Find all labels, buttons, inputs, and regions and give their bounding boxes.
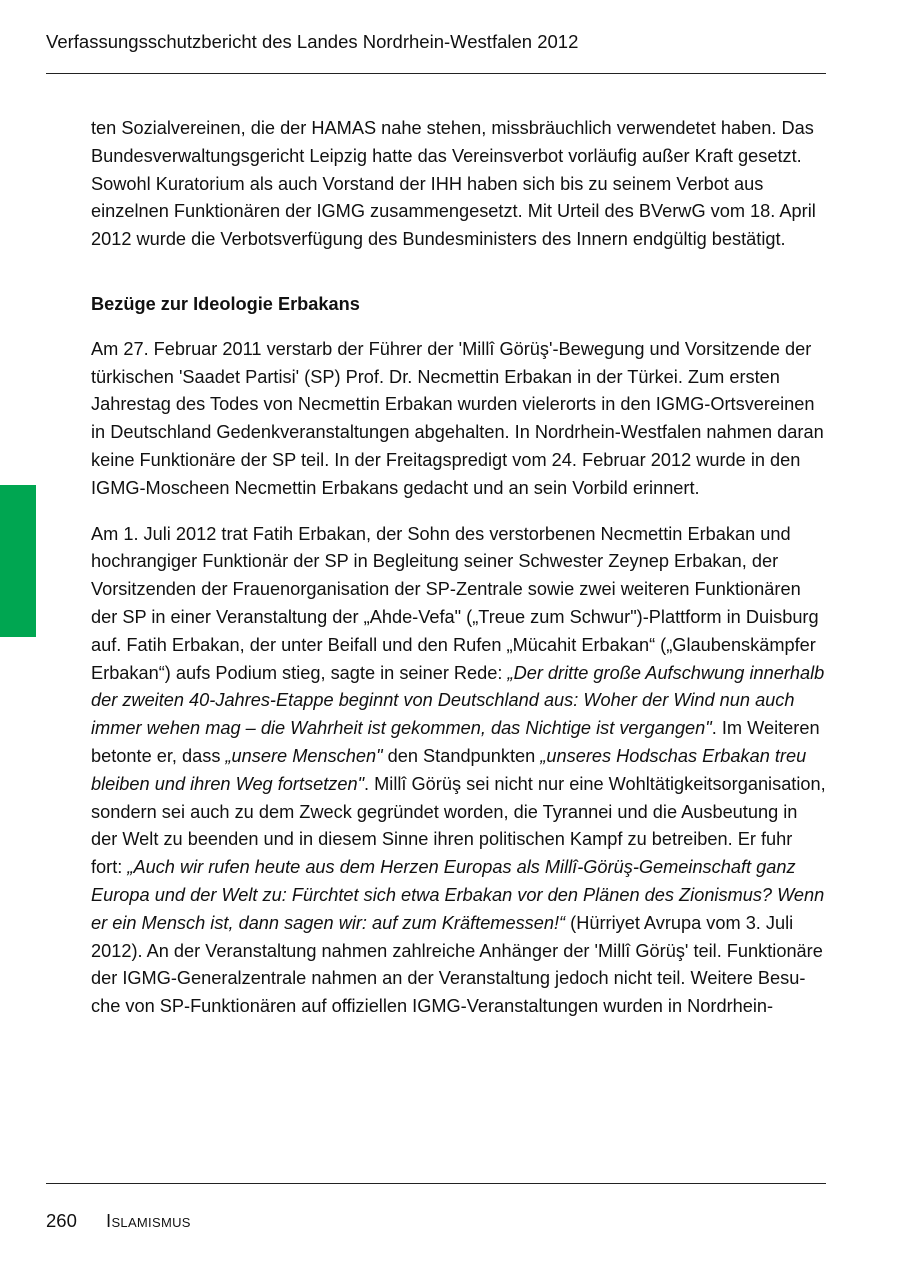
paragraph-3	[91, 521, 826, 1021]
page-number: 260	[46, 1210, 77, 1231]
quote-run: „unseres Hodschas Erbakan treu bleiben und ihren Weg fortsetzen"	[91, 745, 807, 794]
paragraph-1: ten Sozialvereinen, die der HAMAS nahe stehen, missbräuchlich verwendetet haben. Das Bundesverwaltungsgericht Leipzig hatte das Vereinsverbot vorläufig außer Kraft gesetzt. Sowohl Kuratorium als auch Vorstand der IHH haben sich bis zu seinem Verbot aus einzelnen Funktionären der IGMG zusammengesetzt. Mit Urteil des BVerwG vom 18. April 2012 wurde die Verbotsverfügung des Bundesministers des Innern endgültig bestätigt.	[91, 118, 816, 250]
quote-run: „Der dritte große Aufschwung innerhalb der zweiten 40-Jahres-Etappe beginnt von Deutschland aus: Woher der Wind nun auch immer wehen mag – die Wahrheit ist gekommen, das Nichtige ist vergangen"	[91, 662, 825, 739]
quote-run: „Auch wir rufen heute aus dem Herzen Europas als Millî-Görüş-Gemeinschaft ganz Europa und der Welt zu: Fürchtet sich etwa Erbakan vor den Plänen des Zionismus? Wenn er ein Mensch ist, dann sagen wir: auf zum Kräftemessen!“	[91, 857, 825, 933]
paragraph-2: Am 27. Februar 2011 verstarb der Führer der 'Millî Görüş'-Bewegung und Vorsitzende der türkischen 'Saadet Partisi' (SP) Prof. Dr. Necmettin Erbakan in der Türkei. Zum ersten Jahrestag des Todes von Necmettin Erbakan wurden vielerorts in den IGMG-Ortsvereinen in Deutschland Gedenkveranstaltungen abgehalten. In Nordrhein-Westfalen nahmen daran keine Funktionäre der SP teil. In der Freitagspredigt vom 24. Februar 2012 wurde in den IGMG-Moscheen Necmettin Erbakans gedacht und an sein Vorbild erinnert.	[91, 338, 824, 498]
section-heading: Bezüge zur Ideologie Erbakans	[91, 293, 360, 314]
page-footer	[46, 1208, 191, 1234]
footer-rule	[46, 1183, 826, 1184]
quote-run: „unsere Menschen"	[225, 745, 383, 766]
section-side-tab	[0, 485, 36, 637]
header-rule	[46, 73, 826, 74]
section-title: Islamismus	[106, 1210, 191, 1231]
text-run: Am 1. Juli 2012 trat Fatih Erbakan, der Sohn des verstorbenen Necmettin Erbakan und hochrangiger Funktionär der SP in Begleitung seiner Schwester Zeynep Erbakan, der Vorsitzenden der Frauenorganisation der SP-Zentrale sowie zwei weiteren Funktionären der SP in einer Veranstaltung der „Ahde-Vefa" („Treue zum Schwur")-Plattform in Duisburg auf. Fatih Erbakan, der unter Beifall und den Rufen „Mücahit Erbakan“ („Glaubenskämpfer Erbakan“) aufs Podium stieg, sagte in seiner Rede:	[91, 523, 819, 683]
main-text	[91, 115, 826, 1021]
running-header-title: Verfassungsschutzbericht des Landes Nordrhein-Westfalen 2012	[46, 31, 579, 52]
text-run: den Standpunkten	[382, 745, 541, 766]
text-run: . Im Weiteren betonte er, dass	[91, 718, 820, 766]
text-run: . Millî Görüş sei nicht nur eine Wohltätigkeitsorganisation, sondern sei auch zu dem Zweck gegründet worden, die Tyrannei und die Ausbeutung in der Welt zu beenden und in diesem Sinne ihren politischen Kampf zu betreiben. Er fuhr fort:	[91, 773, 826, 878]
text-run: (Hürriyet Avrupa vom 3. Juli 2012). An der Veranstaltung nahmen zahlreiche Anhänger der 'Millî Görüş' teil. Funktionäre der IGMG-Generalzentrale nahmen an der Veranstaltung jedoch nicht teil. Weitere Besuche von SP-Funktionären auf offiziellen IGMG-Veranstaltungen wurden in Nordrhein-	[91, 912, 823, 1017]
